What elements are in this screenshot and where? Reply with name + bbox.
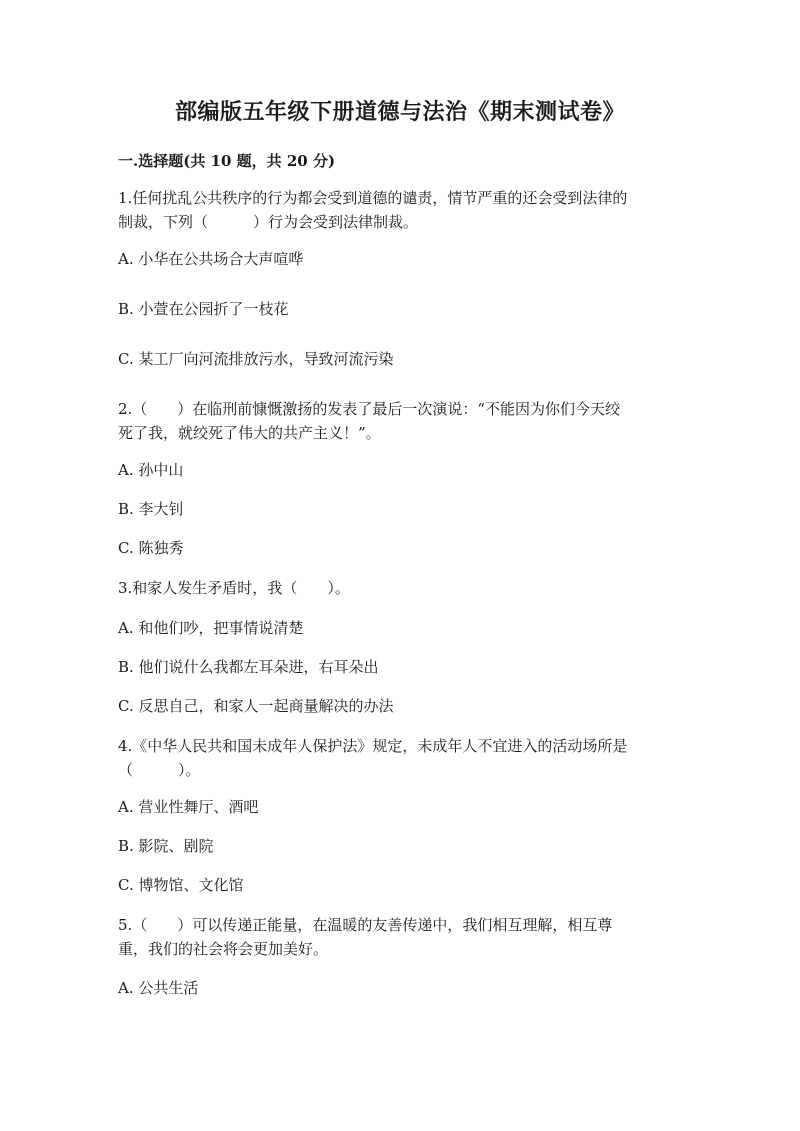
question-4-option-a: A. 营业性舞厅、酒吧 <box>118 798 259 816</box>
question-3-option-a: A. 和他们吵，把事情说清楚 <box>118 619 304 637</box>
question-4-option-c: C. 博物馆、文化馆 <box>118 876 244 894</box>
question-2-option-b: B. 李大钊 <box>118 500 184 518</box>
question-5-stem-line-2: 重，我们的社会将会更加美好。 <box>118 940 329 958</box>
question-2-option-c: C. 陈独秀 <box>118 539 184 557</box>
question-2-option-a: A. 孙中山 <box>118 461 184 479</box>
question-3-option-c: C. 反思自己，和家人一起商量解决的办法 <box>118 697 394 715</box>
question-5-option-a: A. 公共生活 <box>118 979 199 997</box>
question-4-stem-line-2: （ ）。 <box>118 761 201 779</box>
question-1-option-a: A. 小华在公共场合大声喧哗 <box>118 250 304 268</box>
section-heading: 一.选择题(共 10 题，共 20 分) <box>118 152 336 170</box>
question-4-stem-line-1: 4.《中华人民共和国未成年人保护法》规定，未成年人不宜进入的活动场所是 <box>118 737 628 755</box>
question-1-option-c: C. 某工厂向河流排放污水，导致河流污染 <box>118 350 394 368</box>
question-1-option-b: B. 小萱在公园折了一枝花 <box>118 300 289 318</box>
question-3-stem-line-1: 3.和家人发生矛盾时，我（ ）。 <box>118 579 350 597</box>
question-3-option-b: B. 他们说什么我都左耳朵进，右耳朵出 <box>118 658 379 676</box>
question-4-option-b: B. 影院、剧院 <box>118 837 214 855</box>
question-2-stem-line-1: 2.（ ）在临刑前慷慨激扬的发表了最后一次演说：“不能因为你们今天绞 <box>118 400 620 418</box>
question-5-stem-line-1: 5.（ ）可以传递正能量，在温暖的友善传递中，我们相互理解，相互尊 <box>118 916 613 934</box>
question-1-stem-line-1: 1.任何扰乱公共秩序的行为都会受到道德的谴责，情节严重的还会受到法律的 <box>118 189 628 207</box>
page-title: 部编版五年级下册道德与法治《期末测试卷》 <box>174 99 625 125</box>
question-2-stem-line-2: 死了我，就绞死了伟大的共产主义！”。 <box>118 424 381 442</box>
question-1-stem-line-2: 制裁，下列（ ）行为会受到法律制裁。 <box>118 213 419 231</box>
